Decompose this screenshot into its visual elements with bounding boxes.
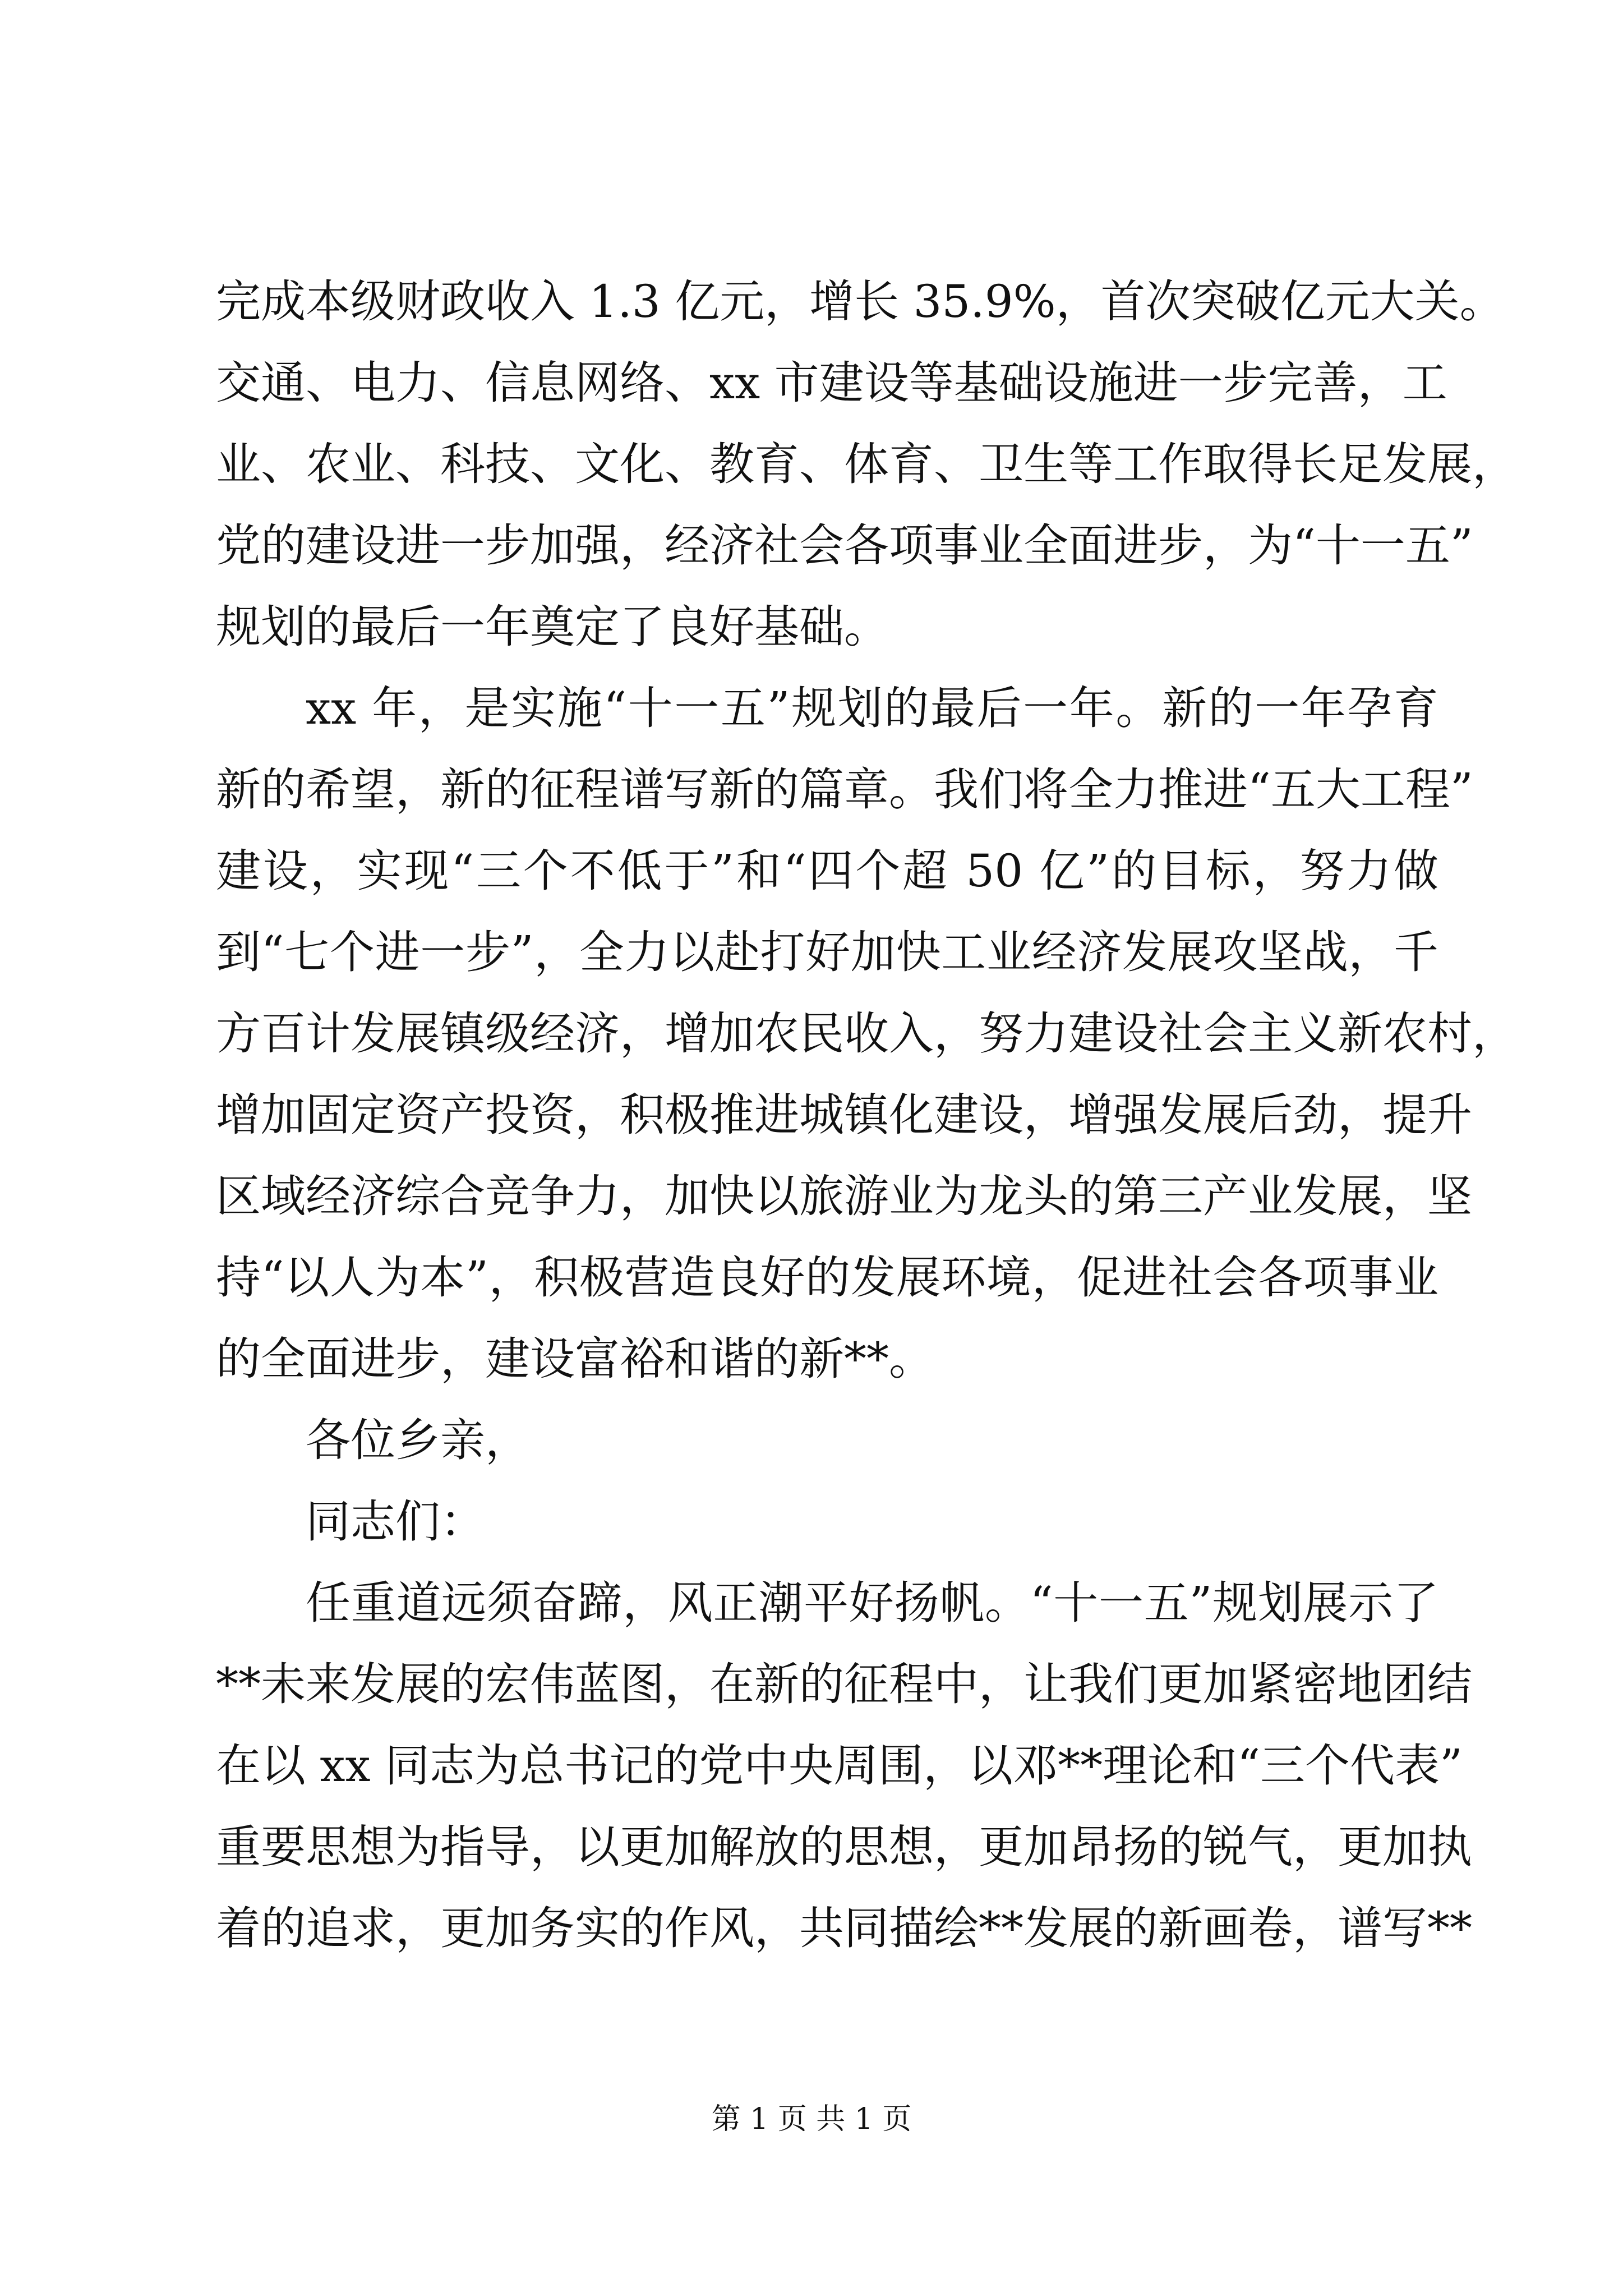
text-line: 在以 xx 同志为总书记的党中央周围，以邓**理论和“三个代表” [216, 1740, 1463, 1792]
text-line: 规划的最后一年奠定了良好基础。 [216, 601, 889, 653]
page-number-footer: 第 1 页 共 1 页 [711, 2102, 912, 2136]
text-line: 到“七个进一步”，全力以赴打好加快工业经济发展攻坚战，千 [216, 926, 1438, 978]
text-line: 方百计发展镇级经济，增加农民收入，努力建设社会主义新农村， [216, 1007, 1517, 1060]
text-line: 的全面进步，建设富裕和谐的新**。 [216, 1333, 934, 1385]
text-line: 建设，实现“三个不低于”和“四个超 50 亿”的目标，努力做 [216, 845, 1438, 897]
text-line: 持“以人为本”，积极营造良好的发展环境，促进社会各项事业 [216, 1251, 1438, 1304]
text-line: 业、农业、科技、文化、教育、体育、卫生等工作取得长足发展， [216, 438, 1517, 490]
text-line: 党的建设进一步加强，经济社会各项事业全面进步，为“十一五” [216, 519, 1473, 572]
text-line: **未来发展的宏伟蓝图，在新的征程中，让我们更加紧密地团结 [216, 1658, 1472, 1710]
body-text [216, 261, 1517, 1969]
text-line: 任重道远须奋蹄，风正潮平好扬帆。“十一五”规划展示了 [306, 1577, 1438, 1629]
text-line: 交通、电力、信息网络、xx 市建设等基础设施进一步完善，工 [216, 357, 1447, 409]
text-line: 重要思想为指导，以更加解放的思想，更加昂扬的锐气，更加执 [216, 1821, 1472, 1873]
salutation-line: 各位乡亲， [306, 1414, 530, 1466]
text-line: 完成本级财政收入 1.3 亿元，增长 35.9%，首次突破亿元大关。 [216, 275, 1505, 328]
text-line: 区域经济综合竞争力，加快以旅游业为龙头的第三产业发展，坚 [216, 1170, 1472, 1222]
text-line: 增加固定资产投资，积极推进城镇化建设，增强发展后劲，提升 [216, 1089, 1472, 1141]
text-line: xx 年，是实施“十一五”规划的最后一年。新的一年孕育 [306, 682, 1438, 734]
text-line: 着的追求，更加务实的作风，共同描绘**发展的新画卷，谱写** [216, 1902, 1472, 1954]
text-line: 新的希望，新的征程谱写新的篇章。我们将全力推进“五大工程” [216, 763, 1473, 816]
salutation-line: 同志们： [306, 1496, 485, 1548]
